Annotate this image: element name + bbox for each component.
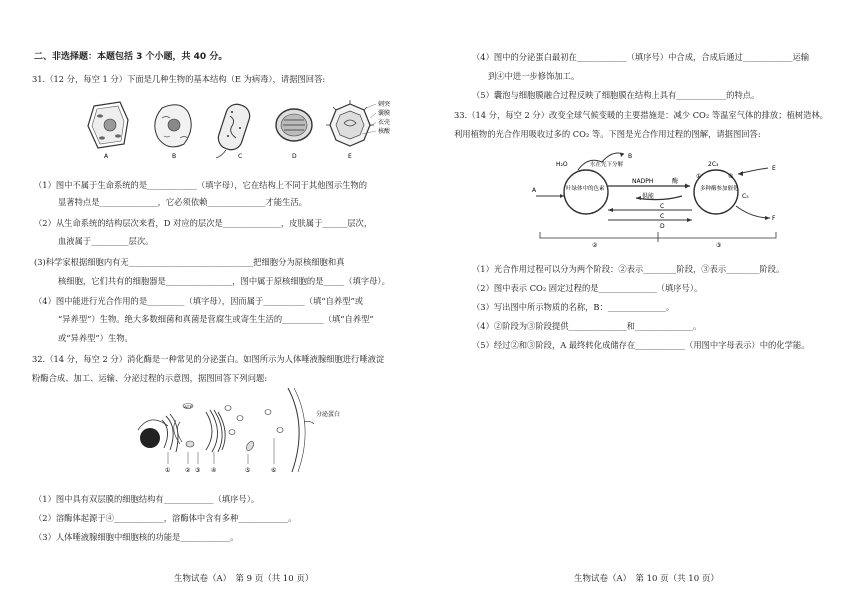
plant-cell-A [88,102,128,148]
label-multi-enzyme: 多种酶参加催化 [700,186,739,192]
label-h2o: H₂O [556,161,568,168]
label-2c3: 2C₃ [708,161,719,168]
q32-cont-line-3: （5）囊泡与细胞膜融合过程反映了细胞膜在结构上具有____________的特点。 [472,90,760,100]
label-a: A [532,187,537,194]
label-water-split: 水在光下分解 [590,162,624,168]
label-e: E [772,165,776,172]
q31-stem: 31.（12 分，每空 1 分）下面是几种生物的基本结构（E 为病毒），请据图回答: [32,74,326,84]
virus-label-envelope: 囊膜 [378,110,391,117]
virus-label-spike: 刺突 [378,101,391,108]
fig-num-6: ⑥ [271,467,277,474]
q33-line-1: （1）光合作用过程可以分为两个阶段：②表示________阶段，③表示________阶段。 [472,264,785,274]
fig-num-3: ③ [195,467,201,474]
secreted-protein-label: 分泌蛋白 [316,411,341,418]
q32-secretion-figure [128,386,368,478]
q31-line-5: (3)科学家根据细胞内有无______________________________把细胞分为原核细胞和真 [34,257,345,267]
label-pigment: 叶绿体中的色素 [566,186,605,192]
q33-stem-2: 利用植物的光合作用吸收过多的 CO₂ 等。下图是光合作用过程的图解，请据图回答: [454,129,761,139]
q32-cont-line-2: 到④中进一步修饰加工。 [488,71,580,81]
label-stage-3: ③ [716,242,722,248]
fig-num-1: ① [165,467,171,474]
q31-line-8: “异养型”）生物。绝大多数细菌和真菌是营腐生或寄生生活的__________（填“自养型” [58,314,374,324]
q31-line-6: 核细胞，它们共有的细胞器是________________，图中属于原核细胞的是_____（填字母）。 [58,276,390,286]
q31-line-2: 显著特点是______________，它必须依赖______________才能生活。 [58,197,307,207]
q32-line-3: （3）人体唾液腺细胞中细胞核的功能是____________。 [34,532,239,542]
label-f: F [772,215,776,222]
virus-E [326,100,376,146]
photosynthesis-diagram [532,152,788,248]
label-energy: 供能 [642,193,655,200]
q31-line-7: （4）图中能进行光合作用的是_________（填字母），因而属于__________（填“自养型”或 [34,296,364,306]
label-c5: C₅ [742,193,749,200]
label-n4: ④ [728,173,734,180]
virus-label-nucleic-acid: 核酸 [378,128,391,135]
q32-stem-2: 粉酶合成、加工、运输、分泌过程的示意图，据图回答下列问题: [32,373,268,383]
q31-line-9: 或“异养型”）生物。 [58,333,133,343]
svg-text:ATP: ATP [184,404,193,409]
q32-cont-line-1: （4）图中的分泌蛋白最初在____________（填序号）中合成，合成后通过____________运输 [472,52,810,62]
q32-line-2: （2）溶酶体起源于④____________，溶酶体中含有多种____________。 [34,513,297,523]
cell-D [276,109,312,141]
q33-line-2: （2）图中表示 CO₂ 固定过程的是______________（填序号）。 [472,283,703,293]
fig-label-d: D [292,153,297,160]
fig-num-2: ② [185,467,191,474]
q31-line-1: （1）图中不属于生命系统的是____________（填字母），它在结构上不同于其他图示生物的 [34,180,368,190]
q33-line-4: （4）②阶段为③阶段提供______________和______________。 [472,321,702,331]
label-d: D [660,223,665,230]
label-c-lower: C [660,213,665,220]
animal-cell-B [155,105,191,147]
q33-line-5: （5）经过②和③阶段，A 最终转化成储存在____________（用图中字母表示）中的化学能。 [472,340,810,350]
left-page [28,0,433,604]
q31-line-3: （2）从生命系统的结构层次来看，D 对应的层次是______________，皮肤属于______层次， [34,218,373,228]
fig-label-e: E [348,153,352,160]
q32-line-1: （1）图中具有双层膜的细胞结构有____________（填序号）。 [34,494,260,504]
label-b: B [628,153,633,160]
bacterium-C [215,101,252,158]
footer-page-9: 生物试卷（A） 第 9 页（共 10 页） [174,574,314,584]
fig-num-5: ⑤ [245,467,251,474]
q32-stem-1: 32.（14 分，每空 2 分）消化酶是一种常见的分泌蛋白。如图所示为人体唾液腺细胞进行唾液淀 [32,354,385,364]
footer-page-10: 生物试卷（A） 第 10 页（共 10 页） [574,574,719,584]
label-stage-2: ② [592,242,598,248]
label-c-upper: C [660,203,665,210]
label-enzyme: 酶 [672,178,679,185]
right-page [454,0,858,604]
q31-line-4: 血液属于_________层次。 [58,236,154,246]
fig-label-c: C [238,153,243,160]
virus-label-capsid: 衣壳 [378,119,391,126]
fig-label-a: A [104,153,109,160]
label-nadph: NADPH [632,178,654,185]
q31-organisms-figure [80,98,400,164]
fig-num-4: ④ [211,467,217,474]
fig-label-b: B [172,153,177,160]
q33-stem-1: 33.（14 分，每空 2 分）改变全球气候变暖的主要措施是：减少 CO₂ 等温室气体的排放；植树造林。 [454,110,828,120]
section-heading: 二、非选择题：本题包括 3 个小题，共 40 分。 [34,52,228,62]
q33-line-3: （3）写出图中所示物质的名称，B：______________。 [472,302,675,312]
label-n1: ① [696,173,702,180]
